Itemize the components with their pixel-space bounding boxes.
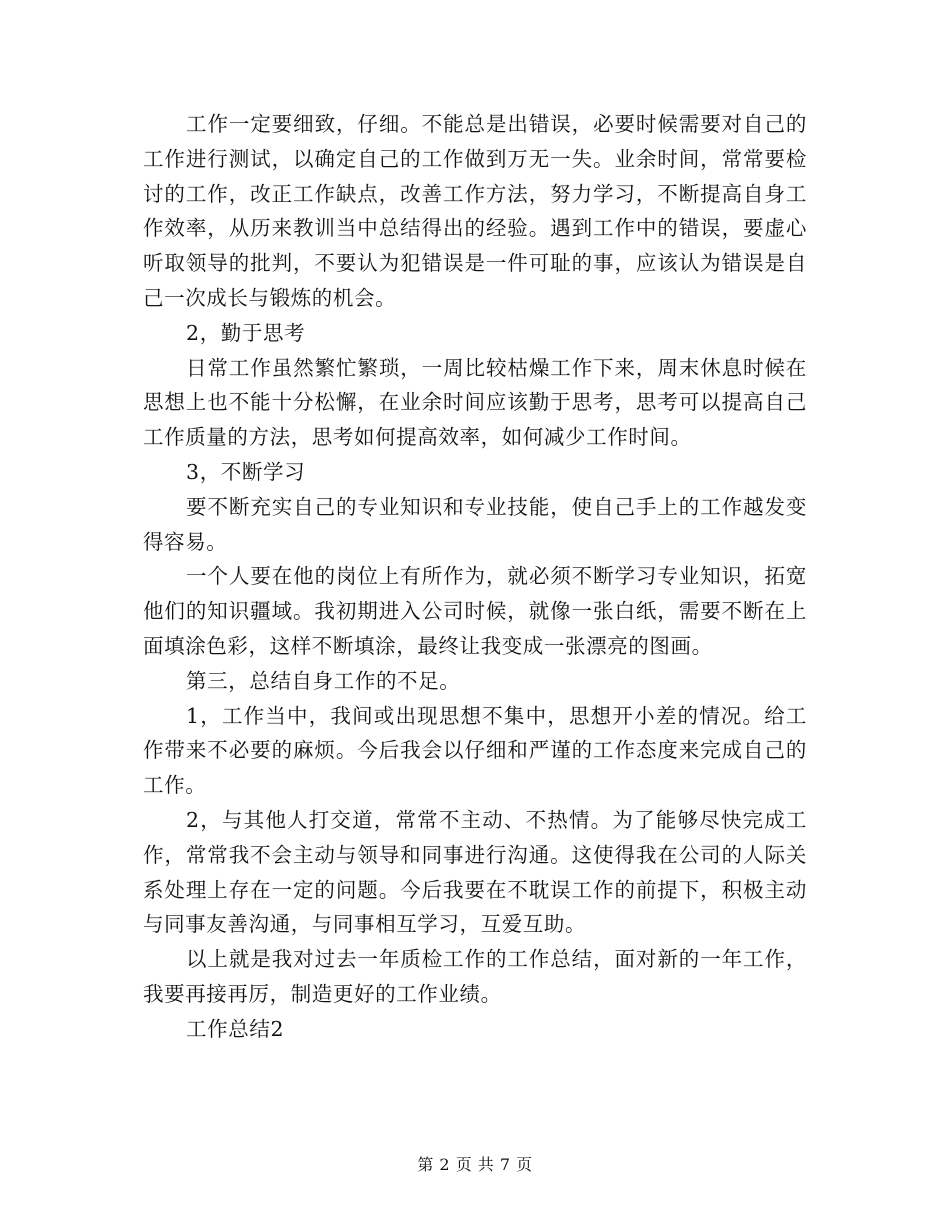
heading-work-summary-2: 工作总结2	[186, 1016, 285, 1041]
paragraph-work-carefully: 工作一定要细致，仔细。不能总是出错误，必要时候需要对自己的工作进行测试，以确定自己的工作做到万无一失。业余时间，常常要检讨的工作，改正工作缺点，改善工作方法，努力学习，不断提高自身工作效率，从历来教训当中总结得出的经验。遇到工作中的错误，要虚心听取领导的批判，不要认为犯错误是一件可耻的事，应该认为错误是自己一次成长与锻炼的机会。	[143, 112, 807, 310]
heading-think-diligently: 2，勤于思考	[186, 320, 306, 345]
paragraph-shortcoming-communication: 2，与其他人打交道，常常不主动、不热情。为了能够尽快完成工作，常常我不会主动与领导和同事进行沟通。这使得我在公司的人际关系处理上存在一定的问题。今后我要在不耽误工作的前提下，积极主动与同事友善沟通，与同事相互学习，互爱互助。	[143, 807, 807, 937]
paragraph-think-diligently: 日常工作虽然繁忙繁琐，一周比较枯燥工作下来，周末休息时候在思想上也不能十分松懈，在业余时间应该勤于思考，思考可以提高自己工作质量的方法，思考如何提高效率，如何减少工作时间。	[143, 355, 807, 450]
paragraph-position-achievement: 一个人要在他的岗位上有所作为，就必须不断学习专业知识，拓宽他们的知识疆域。我初期进入公司时候，就像一张白纸，需要不断在上面填涂色彩，这样不断填涂，最终让我变成一张漂亮的图画。	[143, 564, 807, 658]
heading-shortcomings: 第三，总结自身工作的不足。	[186, 668, 461, 693]
page-footer	[0, 1153, 950, 1177]
document-body	[143, 107, 807, 1047]
paragraph-conclusion: 以上就是我对过去一年质检工作的工作总结，面对新的一年工作，我要再接再厉，制造更好的工作业绩。	[143, 947, 807, 1006]
page-number-label: 第 2 页 共 7 页	[417, 1155, 533, 1174]
paragraph-keep-learning: 要不断充实自己的专业知识和专业技能，使自己手上的工作越发变得容易。	[143, 494, 807, 554]
paragraph-shortcoming-focus: 1，工作当中，我间或出现思想不集中，思想开小差的情况。给工作带来不必要的麻烦。今后我会以仔细和严谨的工作态度来完成自己的工作。	[143, 703, 807, 798]
heading-keep-learning: 3，不断学习	[186, 459, 306, 484]
